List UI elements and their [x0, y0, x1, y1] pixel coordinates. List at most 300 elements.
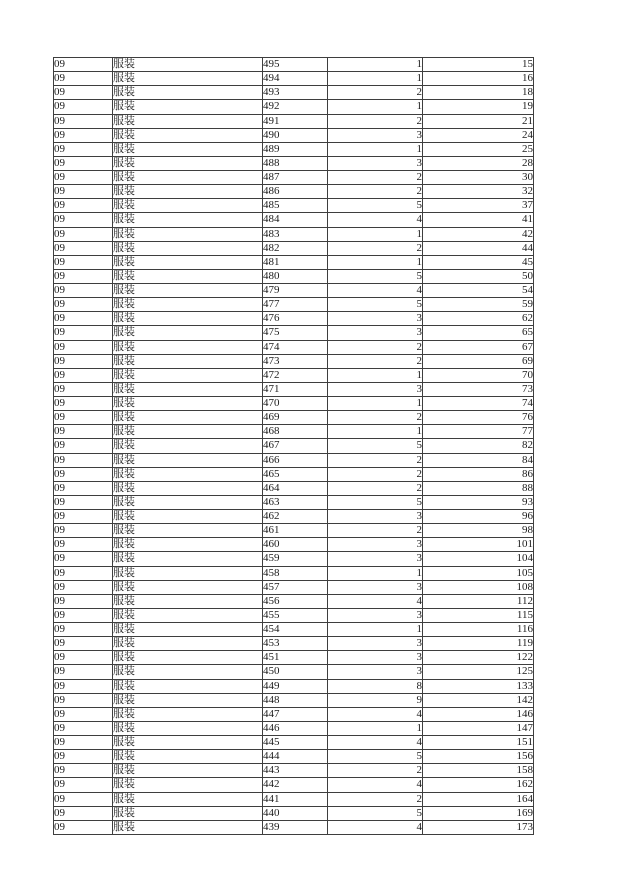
- score-cell: 467: [263, 439, 328, 453]
- table-row: [54, 185, 534, 199]
- region-code-cell: 09: [54, 453, 113, 467]
- table-row: [54, 637, 534, 651]
- count-cell: 1: [328, 397, 423, 411]
- count-cell: 1: [328, 72, 423, 86]
- score-cell: 458: [263, 566, 328, 580]
- count-cell: 2: [328, 340, 423, 354]
- cumulative-cell: 125: [423, 665, 534, 679]
- category-cell: 服装: [113, 608, 263, 622]
- table-row: [54, 312, 534, 326]
- cumulative-cell: 42: [423, 227, 534, 241]
- cumulative-cell: 88: [423, 481, 534, 495]
- score-cell: 449: [263, 679, 328, 693]
- table-row: [54, 340, 534, 354]
- score-cell: 485: [263, 199, 328, 213]
- category-cell: 服装: [113, 227, 263, 241]
- score-cell: 440: [263, 806, 328, 820]
- cumulative-cell: 162: [423, 778, 534, 792]
- category-cell: 服装: [113, 806, 263, 820]
- table-row: [54, 171, 534, 185]
- count-cell: 3: [328, 128, 423, 142]
- cumulative-cell: 147: [423, 721, 534, 735]
- category-cell: 服装: [113, 566, 263, 580]
- table-row: [54, 510, 534, 524]
- category-cell: 服装: [113, 284, 263, 298]
- score-table: [53, 57, 534, 835]
- cumulative-cell: 32: [423, 185, 534, 199]
- count-cell: 3: [328, 382, 423, 396]
- cumulative-cell: 115: [423, 608, 534, 622]
- count-cell: 2: [328, 241, 423, 255]
- region-code-cell: 09: [54, 580, 113, 594]
- score-cell: 493: [263, 86, 328, 100]
- table-row: [54, 241, 534, 255]
- category-cell: 服装: [113, 340, 263, 354]
- cumulative-cell: 108: [423, 580, 534, 594]
- score-cell: 482: [263, 241, 328, 255]
- cumulative-cell: 45: [423, 255, 534, 269]
- region-code-cell: 09: [54, 298, 113, 312]
- cumulative-cell: 77: [423, 425, 534, 439]
- table-row: [54, 439, 534, 453]
- score-cell: 476: [263, 312, 328, 326]
- score-cell: 462: [263, 510, 328, 524]
- table-row: [54, 693, 534, 707]
- table-row: [54, 100, 534, 114]
- category-cell: 服装: [113, 156, 263, 170]
- cumulative-cell: 62: [423, 312, 534, 326]
- count-cell: 3: [328, 538, 423, 552]
- score-cell: 471: [263, 382, 328, 396]
- cumulative-cell: 44: [423, 241, 534, 255]
- category-cell: 服装: [113, 538, 263, 552]
- table-row: [54, 495, 534, 509]
- table-row: [54, 707, 534, 721]
- category-cell: 服装: [113, 665, 263, 679]
- table-row: [54, 806, 534, 820]
- count-cell: 2: [328, 171, 423, 185]
- score-cell: 459: [263, 552, 328, 566]
- score-cell: 477: [263, 298, 328, 312]
- table-row: [54, 538, 534, 552]
- table-row: [54, 269, 534, 283]
- table-row: [54, 566, 534, 580]
- count-cell: 4: [328, 213, 423, 227]
- cumulative-cell: 151: [423, 736, 534, 750]
- count-cell: 8: [328, 679, 423, 693]
- region-code-cell: 09: [54, 566, 113, 580]
- count-cell: 1: [328, 100, 423, 114]
- table-row: [54, 284, 534, 298]
- count-cell: 4: [328, 284, 423, 298]
- table-row: [54, 594, 534, 608]
- count-cell: 3: [328, 651, 423, 665]
- region-code-cell: 09: [54, 397, 113, 411]
- region-code-cell: 09: [54, 736, 113, 750]
- score-cell: 464: [263, 481, 328, 495]
- region-code-cell: 09: [54, 778, 113, 792]
- score-cell: 481: [263, 255, 328, 269]
- score-cell: 475: [263, 326, 328, 340]
- score-cell: 484: [263, 213, 328, 227]
- count-cell: 4: [328, 820, 423, 834]
- cumulative-cell: 18: [423, 86, 534, 100]
- cumulative-cell: 67: [423, 340, 534, 354]
- count-cell: 3: [328, 156, 423, 170]
- score-cell: 469: [263, 411, 328, 425]
- table-row: [54, 142, 534, 156]
- category-cell: 服装: [113, 397, 263, 411]
- score-cell: 483: [263, 227, 328, 241]
- region-code-cell: 09: [54, 524, 113, 538]
- region-code-cell: 09: [54, 495, 113, 509]
- category-cell: 服装: [113, 114, 263, 128]
- count-cell: 5: [328, 806, 423, 820]
- region-code-cell: 09: [54, 128, 113, 142]
- cumulative-cell: 156: [423, 750, 534, 764]
- count-cell: 1: [328, 255, 423, 269]
- table-row: [54, 425, 534, 439]
- category-cell: 服装: [113, 820, 263, 834]
- region-code-cell: 09: [54, 792, 113, 806]
- category-cell: 服装: [113, 326, 263, 340]
- table-row: [54, 382, 534, 396]
- cumulative-cell: 25: [423, 142, 534, 156]
- table-row: [54, 679, 534, 693]
- region-code-cell: 09: [54, 114, 113, 128]
- region-code-cell: 09: [54, 199, 113, 213]
- cumulative-cell: 96: [423, 510, 534, 524]
- count-cell: 3: [328, 510, 423, 524]
- count-cell: 4: [328, 707, 423, 721]
- table-row: [54, 608, 534, 622]
- score-cell: 447: [263, 707, 328, 721]
- score-cell: 479: [263, 284, 328, 298]
- category-cell: 服装: [113, 312, 263, 326]
- score-cell: 446: [263, 721, 328, 735]
- score-cell: 490: [263, 128, 328, 142]
- count-cell: 2: [328, 185, 423, 199]
- region-code-cell: 09: [54, 100, 113, 114]
- cumulative-cell: 119: [423, 637, 534, 651]
- count-cell: 9: [328, 693, 423, 707]
- count-cell: 2: [328, 411, 423, 425]
- category-cell: 服装: [113, 736, 263, 750]
- table-row: [54, 227, 534, 241]
- cumulative-cell: 86: [423, 467, 534, 481]
- category-cell: 服装: [113, 651, 263, 665]
- region-code-cell: 09: [54, 255, 113, 269]
- cumulative-cell: 50: [423, 269, 534, 283]
- cumulative-cell: 24: [423, 128, 534, 142]
- category-cell: 服装: [113, 185, 263, 199]
- cumulative-cell: 74: [423, 397, 534, 411]
- score-cell: 470: [263, 397, 328, 411]
- category-cell: 服装: [113, 439, 263, 453]
- count-cell: 3: [328, 608, 423, 622]
- table-row: [54, 524, 534, 538]
- category-cell: 服装: [113, 255, 263, 269]
- cumulative-cell: 84: [423, 453, 534, 467]
- table-row: [54, 213, 534, 227]
- table-row: [54, 368, 534, 382]
- score-cell: 495: [263, 58, 328, 72]
- region-code-cell: 09: [54, 171, 113, 185]
- region-code-cell: 09: [54, 312, 113, 326]
- count-cell: 3: [328, 312, 423, 326]
- category-cell: 服装: [113, 199, 263, 213]
- score-cell: 491: [263, 114, 328, 128]
- score-cell: 466: [263, 453, 328, 467]
- category-cell: 服装: [113, 368, 263, 382]
- cumulative-cell: 28: [423, 156, 534, 170]
- score-cell: 492: [263, 100, 328, 114]
- score-cell: 451: [263, 651, 328, 665]
- score-cell: 441: [263, 792, 328, 806]
- score-cell: 473: [263, 354, 328, 368]
- score-cell: 453: [263, 637, 328, 651]
- category-cell: 服装: [113, 467, 263, 481]
- count-cell: 3: [328, 637, 423, 651]
- score-cell: 463: [263, 495, 328, 509]
- score-cell: 489: [263, 142, 328, 156]
- category-cell: 服装: [113, 679, 263, 693]
- region-code-cell: 09: [54, 227, 113, 241]
- table-row: [54, 552, 534, 566]
- cumulative-cell: 41: [423, 213, 534, 227]
- category-cell: 服装: [113, 86, 263, 100]
- cumulative-cell: 30: [423, 171, 534, 185]
- count-cell: 5: [328, 495, 423, 509]
- region-code-cell: 09: [54, 382, 113, 396]
- cumulative-cell: 164: [423, 792, 534, 806]
- table-row: [54, 721, 534, 735]
- category-cell: 服装: [113, 128, 263, 142]
- count-cell: 2: [328, 792, 423, 806]
- table-row: [54, 156, 534, 170]
- count-cell: 2: [328, 467, 423, 481]
- score-cell: 487: [263, 171, 328, 185]
- category-cell: 服装: [113, 750, 263, 764]
- region-code-cell: 09: [54, 510, 113, 524]
- count-cell: 2: [328, 86, 423, 100]
- table-row: [54, 128, 534, 142]
- score-cell: 444: [263, 750, 328, 764]
- count-cell: 1: [328, 227, 423, 241]
- region-code-cell: 09: [54, 269, 113, 283]
- cumulative-cell: 37: [423, 199, 534, 213]
- region-code-cell: 09: [54, 354, 113, 368]
- cumulative-cell: 82: [423, 439, 534, 453]
- count-cell: 2: [328, 481, 423, 495]
- category-cell: 服装: [113, 764, 263, 778]
- region-code-cell: 09: [54, 806, 113, 820]
- category-cell: 服装: [113, 510, 263, 524]
- cumulative-cell: 65: [423, 326, 534, 340]
- region-code-cell: 09: [54, 425, 113, 439]
- category-cell: 服装: [113, 58, 263, 72]
- score-cell: 456: [263, 594, 328, 608]
- score-cell: 480: [263, 269, 328, 283]
- score-cell: 442: [263, 778, 328, 792]
- category-cell: 服装: [113, 693, 263, 707]
- region-code-cell: 09: [54, 72, 113, 86]
- category-cell: 服装: [113, 269, 263, 283]
- category-cell: 服装: [113, 382, 263, 396]
- cumulative-cell: 105: [423, 566, 534, 580]
- cumulative-cell: 101: [423, 538, 534, 552]
- score-table-body: [54, 58, 534, 835]
- count-cell: 4: [328, 736, 423, 750]
- cumulative-cell: 69: [423, 354, 534, 368]
- count-cell: 3: [328, 552, 423, 566]
- region-code-cell: 09: [54, 637, 113, 651]
- region-code-cell: 09: [54, 284, 113, 298]
- cumulative-cell: 54: [423, 284, 534, 298]
- table-row: [54, 58, 534, 72]
- category-cell: 服装: [113, 142, 263, 156]
- table-row: [54, 467, 534, 481]
- score-cell: 450: [263, 665, 328, 679]
- region-code-cell: 09: [54, 721, 113, 735]
- table-row: [54, 750, 534, 764]
- region-code-cell: 09: [54, 750, 113, 764]
- region-code-cell: 09: [54, 538, 113, 552]
- cumulative-cell: 122: [423, 651, 534, 665]
- score-cell: 443: [263, 764, 328, 778]
- cumulative-cell: 112: [423, 594, 534, 608]
- count-cell: 1: [328, 566, 423, 580]
- count-cell: 5: [328, 199, 423, 213]
- cumulative-cell: 146: [423, 707, 534, 721]
- region-code-cell: 09: [54, 552, 113, 566]
- category-cell: 服装: [113, 524, 263, 538]
- score-cell: 486: [263, 185, 328, 199]
- score-cell: 455: [263, 608, 328, 622]
- category-cell: 服装: [113, 100, 263, 114]
- category-cell: 服装: [113, 580, 263, 594]
- region-code-cell: 09: [54, 693, 113, 707]
- count-cell: 1: [328, 721, 423, 735]
- count-cell: 2: [328, 524, 423, 538]
- cumulative-cell: 142: [423, 693, 534, 707]
- region-code-cell: 09: [54, 439, 113, 453]
- region-code-cell: 09: [54, 481, 113, 495]
- count-cell: 2: [328, 764, 423, 778]
- table-row: [54, 623, 534, 637]
- region-code-cell: 09: [54, 707, 113, 721]
- table-row: [54, 453, 534, 467]
- score-cell: 494: [263, 72, 328, 86]
- category-cell: 服装: [113, 213, 263, 227]
- table-row: [54, 411, 534, 425]
- score-cell: 465: [263, 467, 328, 481]
- count-cell: 5: [328, 269, 423, 283]
- category-cell: 服装: [113, 778, 263, 792]
- count-cell: 3: [328, 665, 423, 679]
- table-row: [54, 354, 534, 368]
- table-row: [54, 665, 534, 679]
- count-cell: 2: [328, 354, 423, 368]
- count-cell: 4: [328, 594, 423, 608]
- score-cell: 472: [263, 368, 328, 382]
- table-row: [54, 298, 534, 312]
- region-code-cell: 09: [54, 241, 113, 255]
- region-code-cell: 09: [54, 623, 113, 637]
- category-cell: 服装: [113, 495, 263, 509]
- table-row: [54, 736, 534, 750]
- cumulative-cell: 133: [423, 679, 534, 693]
- category-cell: 服装: [113, 72, 263, 86]
- cumulative-cell: 70: [423, 368, 534, 382]
- region-code-cell: 09: [54, 411, 113, 425]
- table-row: [54, 792, 534, 806]
- category-cell: 服装: [113, 552, 263, 566]
- category-cell: 服装: [113, 453, 263, 467]
- cumulative-cell: 93: [423, 495, 534, 509]
- cumulative-cell: 104: [423, 552, 534, 566]
- table-row: [54, 820, 534, 834]
- region-code-cell: 09: [54, 185, 113, 199]
- count-cell: 1: [328, 368, 423, 382]
- score-cell: 474: [263, 340, 328, 354]
- category-cell: 服装: [113, 298, 263, 312]
- region-code-cell: 09: [54, 820, 113, 834]
- category-cell: 服装: [113, 171, 263, 185]
- category-cell: 服装: [113, 721, 263, 735]
- cumulative-cell: 173: [423, 820, 534, 834]
- score-cell: 488: [263, 156, 328, 170]
- category-cell: 服装: [113, 411, 263, 425]
- count-cell: 1: [328, 58, 423, 72]
- table-row: [54, 86, 534, 100]
- cumulative-cell: 59: [423, 298, 534, 312]
- category-cell: 服装: [113, 354, 263, 368]
- category-cell: 服装: [113, 481, 263, 495]
- table-row: [54, 326, 534, 340]
- cumulative-cell: 16: [423, 72, 534, 86]
- count-cell: 4: [328, 778, 423, 792]
- region-code-cell: 09: [54, 326, 113, 340]
- table-row: [54, 651, 534, 665]
- region-code-cell: 09: [54, 608, 113, 622]
- score-cell: 460: [263, 538, 328, 552]
- count-cell: 2: [328, 114, 423, 128]
- score-cell: 448: [263, 693, 328, 707]
- cumulative-cell: 116: [423, 623, 534, 637]
- region-code-cell: 09: [54, 86, 113, 100]
- table-row: [54, 72, 534, 86]
- cumulative-cell: 15: [423, 58, 534, 72]
- table-row: [54, 481, 534, 495]
- region-code-cell: 09: [54, 58, 113, 72]
- count-cell: 5: [328, 439, 423, 453]
- table-row: [54, 114, 534, 128]
- count-cell: 1: [328, 142, 423, 156]
- region-code-cell: 09: [54, 764, 113, 778]
- table-row: [54, 255, 534, 269]
- cumulative-cell: 19: [423, 100, 534, 114]
- table-row: [54, 580, 534, 594]
- region-code-cell: 09: [54, 156, 113, 170]
- count-cell: 2: [328, 453, 423, 467]
- region-code-cell: 09: [54, 665, 113, 679]
- category-cell: 服装: [113, 792, 263, 806]
- score-cell: 454: [263, 623, 328, 637]
- cumulative-cell: 76: [423, 411, 534, 425]
- score-cell: 468: [263, 425, 328, 439]
- region-code-cell: 09: [54, 467, 113, 481]
